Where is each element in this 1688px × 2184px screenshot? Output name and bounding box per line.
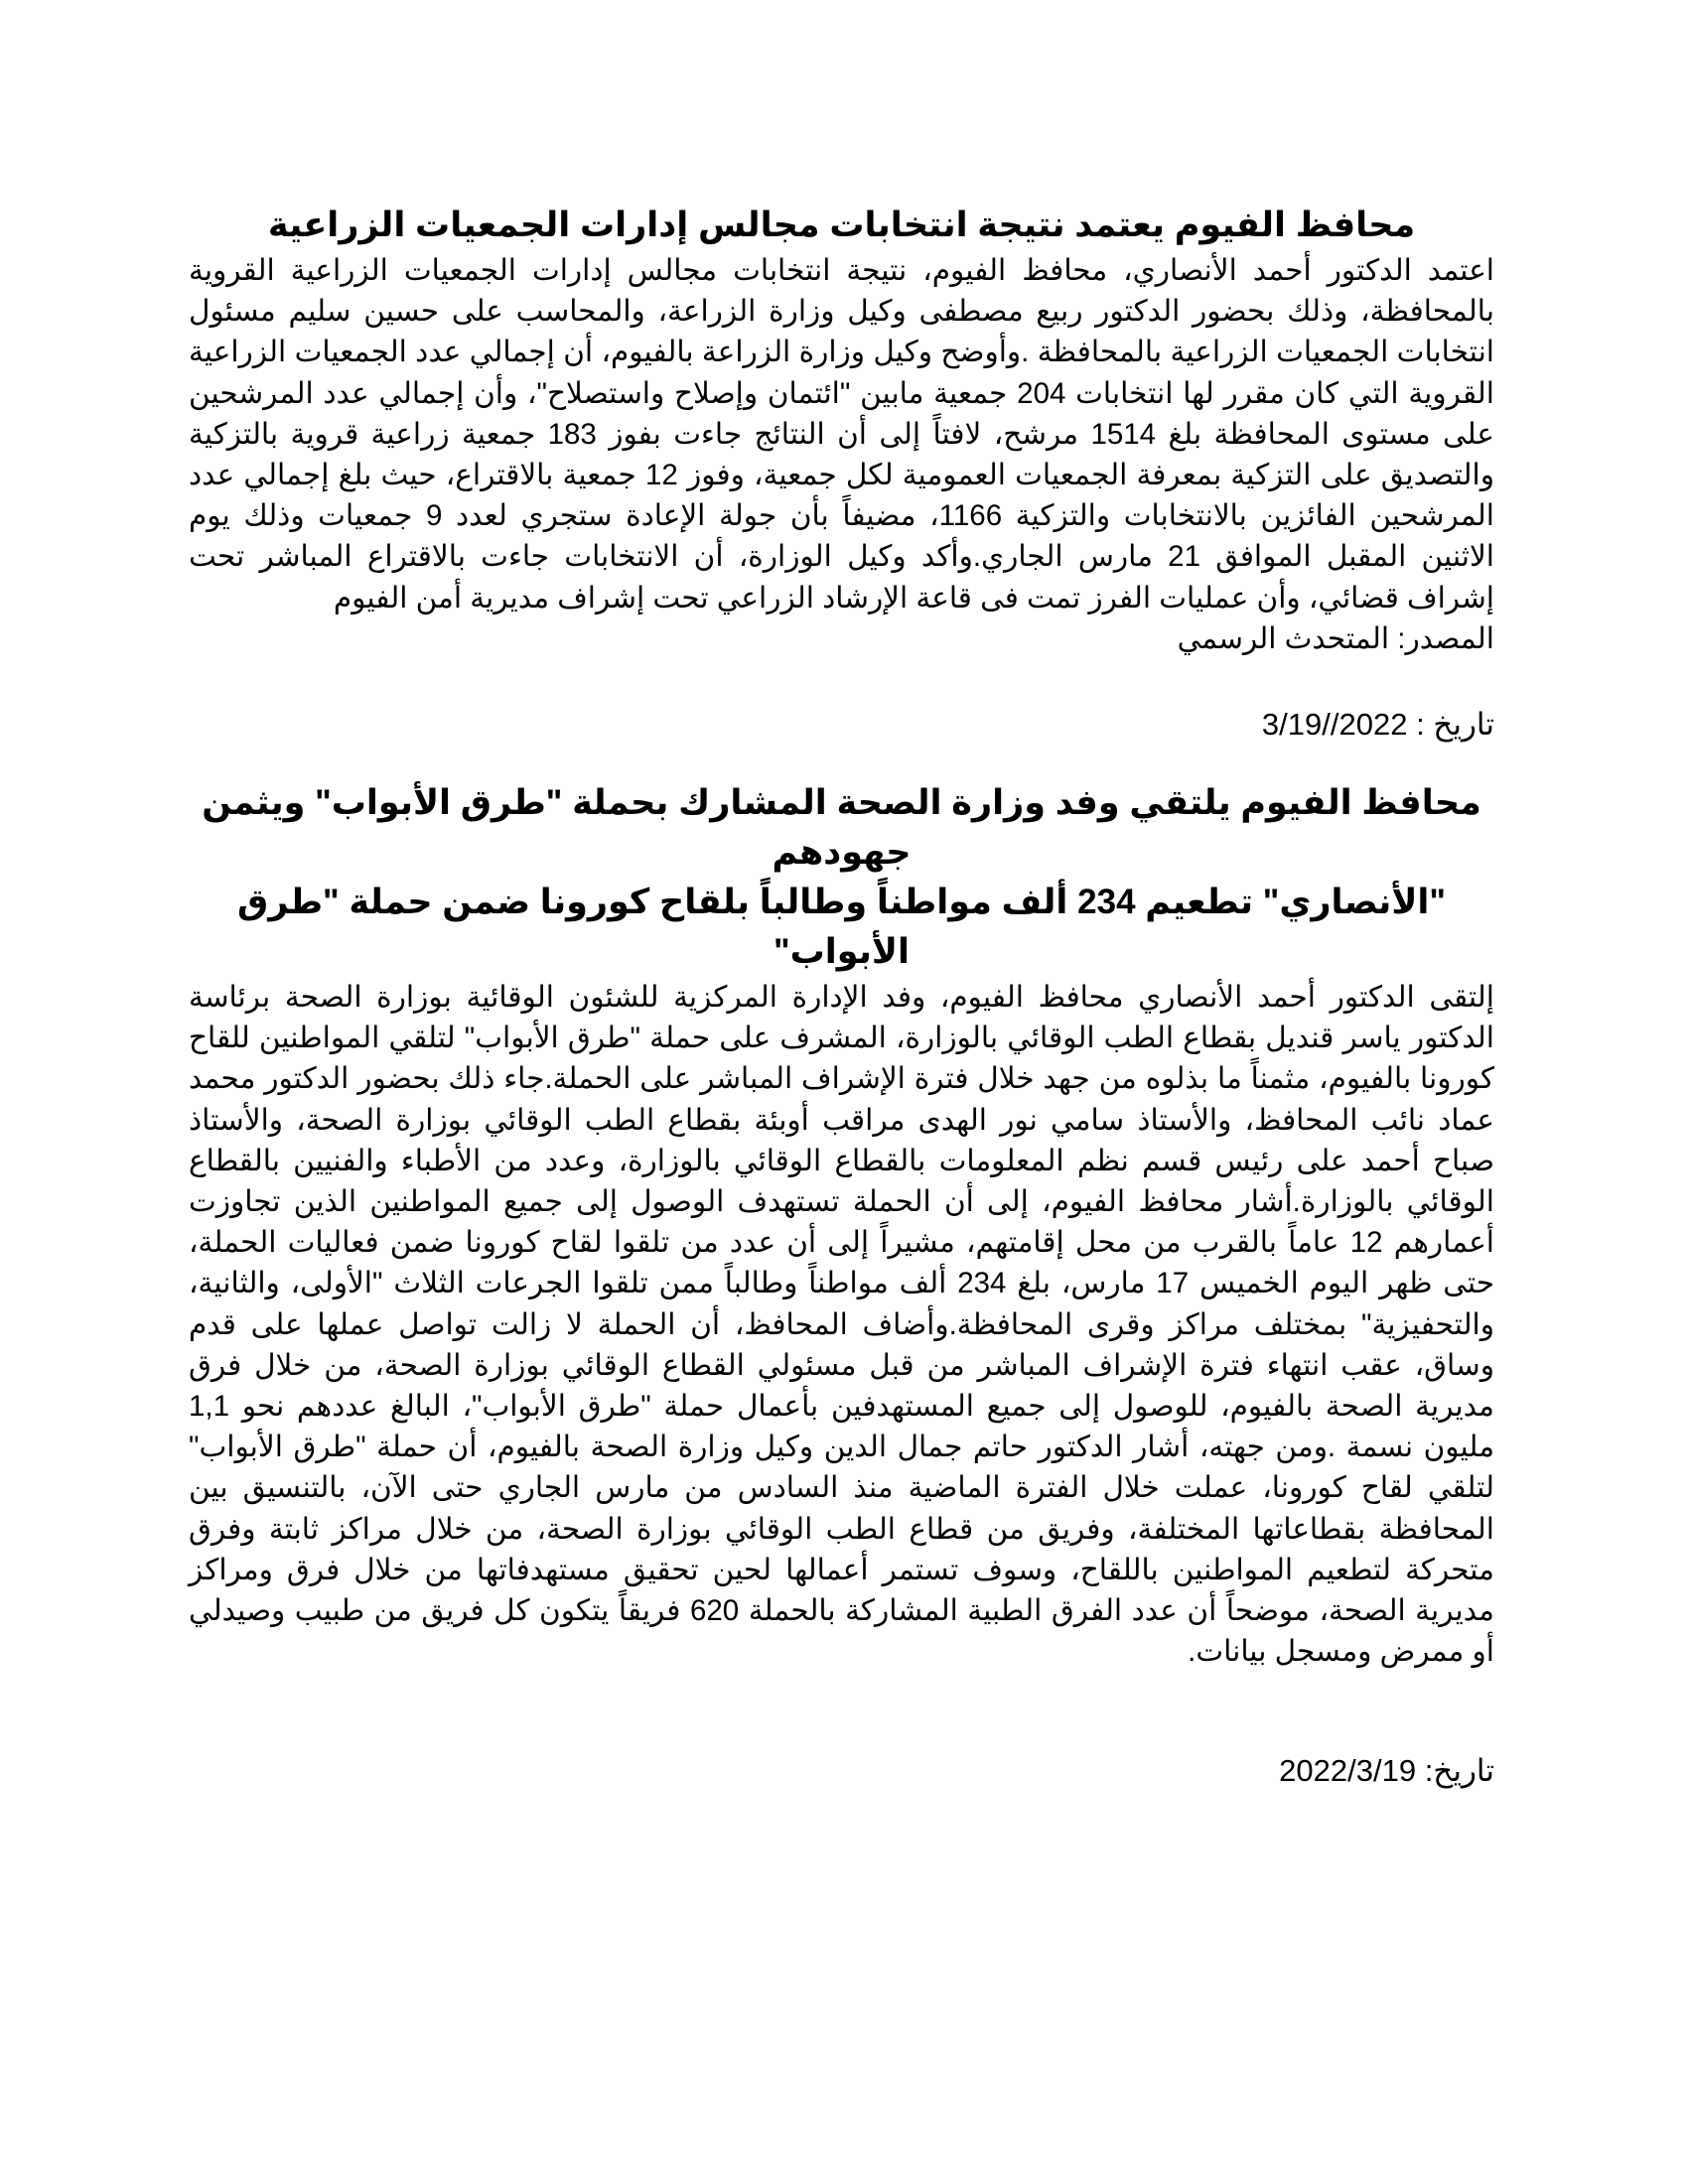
article-2-date: تاريخ: 2022/3/19 xyxy=(1279,1753,1494,1789)
article-1-headline: محافظ الفيوم يعتمد نتيجة انتخابات مجالس إدارات الجمعيات الزراعية xyxy=(267,205,1416,244)
article-2-headline: محافظ الفيوم يلتقي وفد وزارة الصحة المشارك بحملة "طرق الأبواب" ويثمن جهودهم xyxy=(202,783,1481,873)
article-1-source: المصدر: المتحدث الرسمي xyxy=(1177,621,1494,655)
article-2-body: إلتقى الدكتور أحمد الأنصاري محافظ الفيوم، وفد الإدارة المركزية للشئون الوقائية بوزارة الصحة برئاسة الدكتور ياسر قنديل بقطاع الطب الوقائي بالوزارة، المشرف على حملة "طرق الأبواب" لتلقي المواطنين للقاح كورونا بالفيوم، مثمناً ما بذلوه من جهد خلال فترة الإشراف المباشر على الحملة.جاء ذلك بحضور الدكتور محمد عماد نائب المحافظ، والأستاذ سامي نور الهدى مراقب أوبئة بقطاع الطب الوقائي بوزارة الصحة، والأستاذ صباح أحمد على رئيس قسم نظم المعلومات بالقطاع الوقائي بالوزارة، وعدد من الأطباء والفنيين بالقطاع الوقائي بالوزارة.أشار محافظ الفيوم، إلى أن الحملة تستهدف الوصول إلى جميع المواطنين الذين تجاوزت أعمارهم 12 عاماً بالقرب من محل إقامتهم، مشيراً إلى أن عدد من تلقوا لقاح كورونا ضمن فعاليات الحملة، حتى ظهر اليوم الخميس 17 مارس، بلغ 234 ألف مواطناً وطالباً ممن تلقوا الجرعات الثلاث "الأولى، والثانية، والتحفيزية" بمختلف مراكز وقرى المحافظة.وأضاف المحافظ، أن الحملة لا زالت تواصل عملها على قدم وساق، عقب انتهاء فترة الإشراف المباشر من قبل مسئولي القطاع الوقائي بوزارة الصحة، من خلال فرق مديرية الصحة بالفيوم، للوصول إلى جميع المستهدفين بأعمال حملة "طرق الأبواب"، البالغ عددهم نحو 1,1 مليون نسمة .ومن جهته، أشار الدكتور حاتم جمال الدين وكيل وزارة الصحة بالفيوم، أن حملة "طرق الأبواب" لتلقي لقاح كورونا، عملت خلال الفترة الماضية منذ السادس من مارس الجاري حتى الآن، بالتنسيق بين المحافظة بقطاعاتها المختلفة، وفريق من قطاع الطب الوقائي بوزارة الصحة، من خلال مراكز ثابتة وفرق متحركة لتطعيم المواطنين باللقاح، وسوف تستمر أعمالها لحين تحقيق مستهدفاتها من خلال فرق ومراكز مديرية الصحة، موضحاً أن عدد الفرق الطبية المشاركة بالحملة 620 فريقاً يتكون كل فريق من طبيب وصيدلي أو ممرض ومسجل بيانات. xyxy=(189,981,1495,1669)
article-1-date: تاريخ : 2022//3/19 xyxy=(1261,707,1494,743)
article-2-subheadline: "الأنصاري" تطعيم 234 ألف مواطناً وطالباً بلقاح كورونا ضمن حملة "طرق الأبواب" xyxy=(237,883,1446,972)
article-1-body: اعتمد الدكتور أحمد الأنصاري، محافظ الفيوم، نتيجة انتخابات مجالس إدارات الجمعيات الزراعية القروية بالمحافظة، وذلك بحضور الدكتور ربيع مصطفى وكيل وزارة الزراعة، والمحاسب على حسين سليم مسئول انتخابات الجمعيات الزراعية بالمحافظة .وأوضح وكيل وزارة الزراعة بالفيوم، أن إجمالي عدد الجمعيات الزراعية القروية التي كان مقرر لها انتخابات 204 جمعية مابين "ائتمان وإصلاح واستصلاح"، وأن إجمالي عدد المرشحين على مستوى المحافظة بلغ 1514 مرشح، لافتاً إلى أن النتائج جاءت بفوز 183 جمعية زراعية قروية بالتزكية والتصديق على التزكية بمعرفة الجمعيات العمومية لكل جمعية، وفوز 12 جمعية بالاقتراع، حيث بلغ إجمالي عدد المرشحين الفائزين بالانتخابات والتزكية 1166، مضيفاً بأن جولة الإعادة ستجري لعدد 9 جمعيات وذلك يوم الاثنين المقبل الموافق 21 مارس الجاري.وأكد وكيل الوزارة، أن الانتخابات جاءت بالاقتراع المباشر تحت إشراف قضائي، وأن عمليات الفرز تمت فى قاعة الإرشاد الزراعي تحت إشراف مديرية أمن الفيوم xyxy=(189,254,1494,614)
